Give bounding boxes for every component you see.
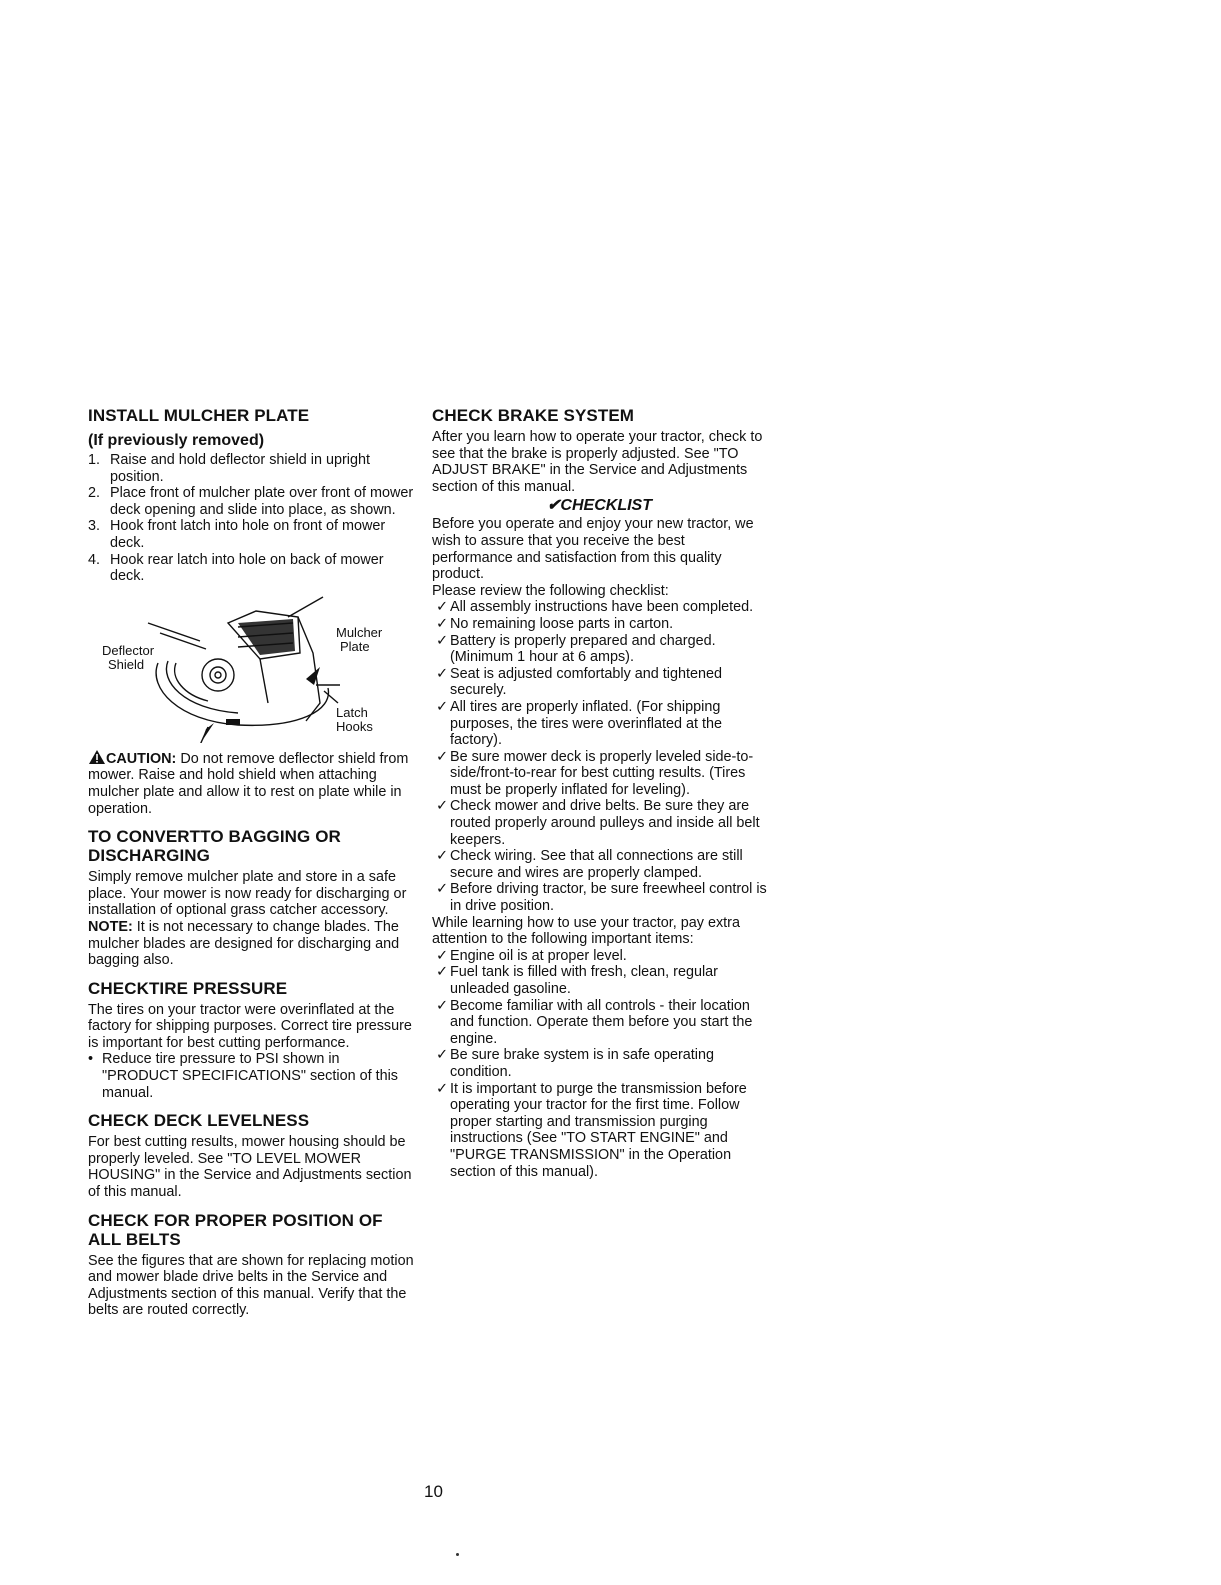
page-number: 10 (424, 1482, 443, 1501)
check-icon: ✓ (436, 881, 449, 898)
step-item: 1. Raise and hold deflector shield in upright position. (88, 452, 370, 485)
check-icon: ✓ (436, 665, 449, 682)
list-item: ✓ All assembly instructions have been completed. (432, 599, 767, 616)
check-icon: ✓ (436, 848, 449, 865)
convert-text: Simply remove mulcher plate and store in a safe place. Your mower is now ready for discharging or installation of optional grass catcher accessory. (88, 869, 407, 919)
caution-note (88, 749, 418, 817)
deflector-label-1: Deflector (102, 642, 155, 658)
check-icon: ✓ (436, 964, 449, 981)
belts-text: See the figures that are shown for replacing motion and mower blade drive belts in the Service and Adjustments section of this manual. Verify that the belts are routed correctly. (88, 1252, 414, 1319)
check-icon: ✓ (436, 997, 449, 1014)
check-icon: ✓ (436, 1047, 449, 1064)
latch-label-2: Hooks (336, 718, 373, 734)
checklist-items (432, 599, 767, 914)
checklist-intro: Before you operate and enjoy your new tractor, we wish to assure that you receive the best performance and satisfaction from this quality product. (432, 516, 754, 583)
step-item: 3. Hook front latch into hole on front of mower deck. (88, 518, 386, 551)
mulcher-label-2: Plate (340, 638, 370, 654)
step-item: 4. Hook rear latch into hole on back of mower deck. (88, 551, 384, 585)
right-column (432, 406, 767, 1180)
check-icon: ✓ (436, 798, 449, 815)
check-icon: ✓ (436, 599, 449, 616)
left-column (88, 406, 418, 1319)
install-subheading: (If previously removed) (88, 432, 265, 449)
tire-heading: CHECKTIRE PRESSURE (88, 978, 288, 998)
checklist-review: Please review the following checklist: (432, 582, 669, 599)
list-item: ✓ No remaining loose parts in carton. (432, 616, 767, 633)
step-item: 2. Place front of mulcher plate over front of mower deck opening and slide into place, as shown. (88, 485, 414, 518)
list-item: ✓ Be sure brake system is in safe operating condition. (432, 1047, 767, 1080)
latch-label-1: Latch (336, 704, 368, 720)
tire-text: The tires on your tractor were overinflated at the factory for shipping purposes. Correct tire pressure is important for best cutting performance. (88, 1001, 412, 1051)
note-label: NOTE: (88, 918, 133, 935)
check-icon: ✓ (436, 1080, 449, 1097)
list-item: • Reduce tire pressure to PSI shown in "PRODUCT SPECIFICATIONS" section of this manual. (88, 1051, 398, 1101)
list-item: ✓ Check wiring. See that all connections are still secure and wires are properly clamped. (432, 848, 767, 881)
install-steps (88, 452, 418, 585)
check-icon: ✓ (436, 615, 449, 632)
tire-bullets (88, 1051, 418, 1101)
mulcher-label-1: Mulcher (336, 624, 383, 640)
check-icon: ✓ (436, 632, 449, 649)
warning-triangle-icon (88, 749, 106, 765)
list-item: ✓ Engine oil is at proper level. (432, 948, 767, 965)
list-item: ✓ Be sure mower deck is properly leveled side-to-side/front-to-rear for best cutting results. (Tires must be properly inflated for leveling). (432, 749, 767, 799)
install-mulcher-heading: INSTALL MULCHER PLATE (88, 406, 310, 425)
note-text: It is not necessary to change blades. The mulcher blades are designed for discharging and bagging also. (88, 918, 400, 969)
checklist-heading: ✔CHECKLIST (547, 497, 652, 515)
deflector-label-2: Shield (108, 656, 145, 672)
caution-text: Do not remove deflector shield from mower. Raise and hold shield when attaching mulcher plate and allow it to rest on plate while in operation. (88, 750, 409, 817)
brake-heading: CHECK BRAKE SYSTEM (432, 406, 635, 425)
list-item: ✓ Become familiar with all controls - their location and function. Operate them before you start the engine. (432, 998, 767, 1048)
note-paragraph (88, 919, 418, 969)
list-item: ✓ Before driving tractor, be sure freewheel control is in drive position. (432, 881, 767, 914)
belts-heading: CHECK FOR PROPER POSITION OF ALL BELTS (88, 1210, 383, 1249)
list-item: ✓ Battery is properly prepared and charged. (Minimum 1 hour at 6 amps). (432, 633, 767, 666)
check-icon: ✓ (436, 748, 449, 765)
check-icon: ✓ (436, 698, 449, 715)
mulcher-plate-figure (88, 593, 418, 743)
scan-dot (456, 1553, 459, 1556)
important-items (432, 948, 767, 1180)
deck-text: For best cutting results, mower housing should be properly leveled. See "TO LEVEL MOWER HOUSING" in the Service and Adjustments section of this manual. (88, 1134, 412, 1201)
list-item: ✓ Fuel tank is filled with fresh, clean, regular unleaded gasoline. (432, 964, 767, 997)
learning-text: While learning how to use your tractor, pay extra attention to the following important items: (432, 914, 740, 948)
convert-heading: TO CONVERTTO BAGGING OR DISCHARGING (88, 827, 341, 866)
deck-heading: CHECK DECK LEVELNESS (88, 1111, 310, 1131)
list-item: ✓ Check mower and drive belts. Be sure they are routed properly around pulleys and inside all belt keepers. (432, 798, 767, 848)
list-item: ✓ All tires are properly inflated. (For shipping purposes, the tires were overinflated at the factory). (432, 699, 767, 749)
check-icon: ✓ (436, 947, 449, 964)
brake-text: After you learn how to operate your tractor, check to see that the brake is properly adjusted. See "TO ADJUST BRAKE" in the Service and Adjustments section of this manual. (432, 429, 763, 495)
caution-title: CAUTION: (106, 750, 177, 767)
list-item: ✓ It is important to purge the transmission before operating your tractor for the first time. Follow proper starting and transmission purging instructions (See "TO START ENGINE" and "PURGE TRANSMISSION" in the Operation section of this manual). (432, 1081, 767, 1181)
list-item: ✓ Seat is adjusted comfortably and tightened securely. (432, 666, 767, 699)
